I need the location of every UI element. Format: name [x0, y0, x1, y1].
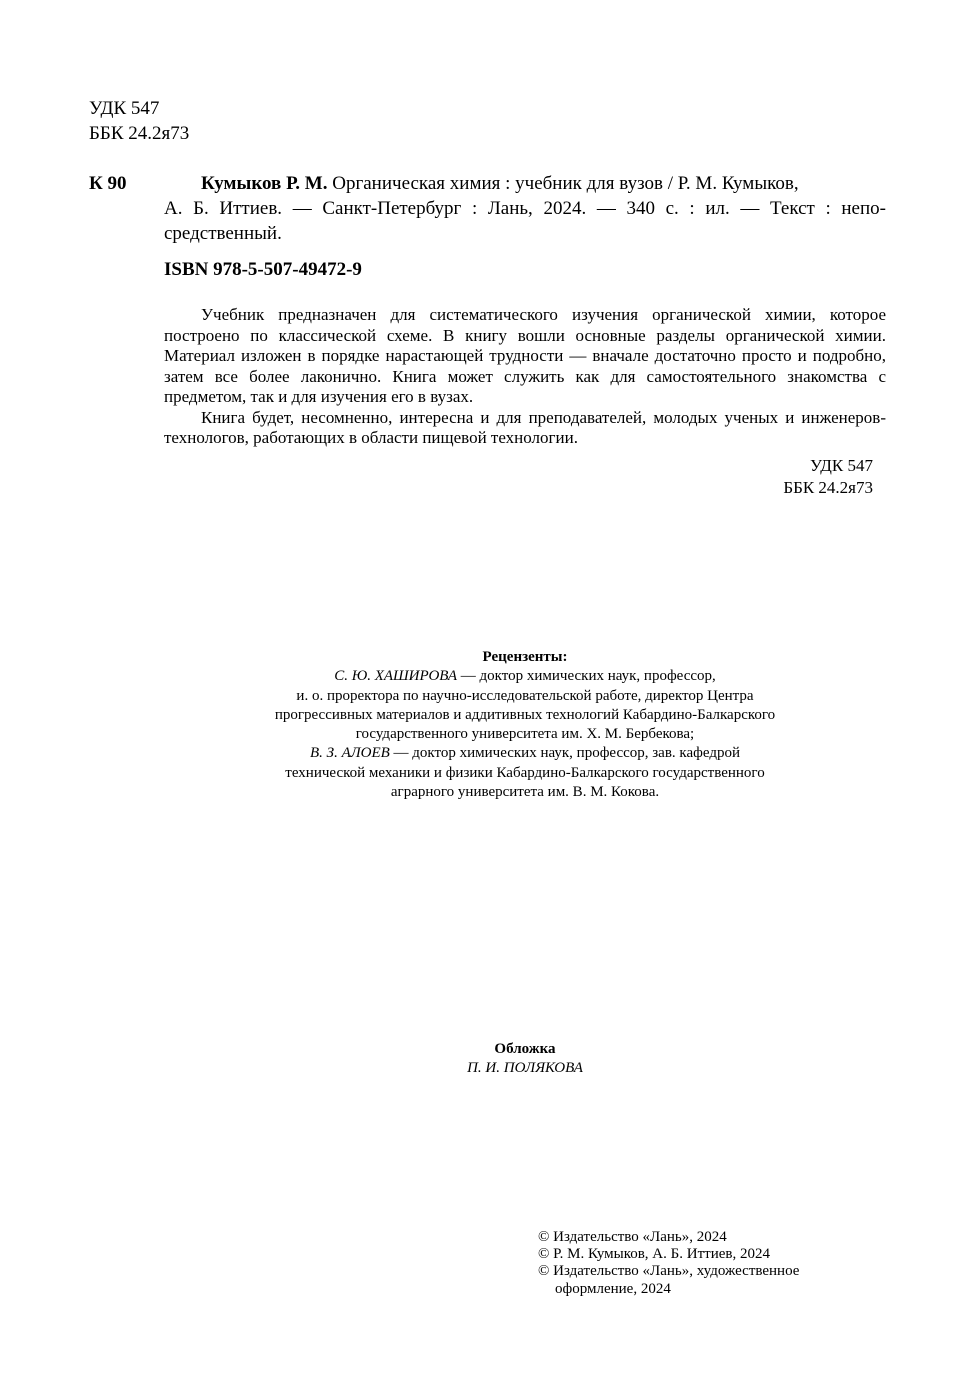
udk-code-repeat: УДК 547: [809, 456, 873, 475]
reviewers-block: [200, 648, 850, 802]
reviewer-2-credentials: — доктор химических наук, профессор, зав. кафедрой: [389, 745, 740, 762]
bbk-code-repeat: ББК 24.2я73: [783, 477, 873, 497]
reviewer-2-line-1: [200, 744, 850, 763]
copyright-line-1: © Издательство «Лань», 2024: [538, 1229, 727, 1245]
cover-credit: [375, 1040, 675, 1079]
reviewer-1-name: С. Ю. ХАШИРОВА: [334, 668, 458, 685]
classification-codes: [89, 96, 189, 146]
bbk-code: ББК 24.2я73: [89, 123, 190, 144]
annotation-paragraph-2: Книга будет, несомненно, интересна и для преподавателей, молодых ученых и инженеров-технологов, работающих в области пищевой технологии.: [164, 407, 886, 447]
reviewer-2-line-2: технической механики и физики Кабардино-Балкарского государственного: [285, 764, 765, 781]
reviewer-1-line-3: прогрессивных материалов и аддитивных технологий Кабардино-Балкарского: [274, 706, 776, 723]
cover-heading: Обложка: [494, 1041, 556, 1057]
biblio-title: Органическая химия : учебник для вузов / Р. М. Кумыков,: [327, 173, 799, 194]
reviewer-1-line-2: и. о. проректора по научно-исследовательской работе, директор Центра: [296, 687, 754, 704]
biblio-line-3: средственный.: [164, 223, 282, 244]
reviewer-2-name: В. З. АЛОЕВ: [310, 745, 390, 762]
annotation: [164, 305, 886, 449]
isbn: ISBN 978-5-507-49472-9: [164, 259, 362, 280]
reviewer-1-line-1: [200, 667, 850, 686]
copyright-line-3: © Издательство «Лань», художественное: [538, 1263, 800, 1280]
bibliographic-record: [164, 171, 886, 246]
reviewers-heading: Рецензенты:: [482, 649, 568, 665]
reviewer-1-line-4: государственного университета им. Х. М. Бербекова;: [355, 726, 695, 743]
copyright-line-2: © Р. М. Кумыков, А. Б. Иттиев, 2024: [538, 1246, 770, 1263]
classification-codes-repeat: [740, 455, 873, 498]
udk-code: УДК 547: [89, 98, 160, 119]
copyright-block: [538, 1229, 799, 1298]
author-name: Кумыков Р. М.: [201, 173, 328, 194]
biblio-line-1: [164, 171, 886, 196]
reviewer-2-line-3: аграрного университета им. В. М. Кокова.: [390, 784, 660, 801]
annotation-paragraph-1: Учебник предназначен для систематического изучения органической химии, которое построено по классической схеме. В книгу вошли основные разделы органической химии. Материал изложен в порядке нарастающей трудности — вначале достаточно просто и подробно, затем все более лаконично. Книга может служить как для самостоятельного знакомства с предметом, так и для изучения его в вузах.: [164, 305, 886, 406]
reviewer-1-credentials: — доктор химических наук, профессор,: [457, 668, 716, 685]
cover-designer: П. И. ПОЛЯКОВА: [467, 1060, 583, 1077]
copyright-line-4: оформление, 2024: [555, 1280, 671, 1297]
biblio-line-2: А. Б. Иттиев. — Санкт-Петербург : Лань, 2024. — 340 с. : ил. — Текст : непо-: [164, 198, 886, 219]
author-mark: К 90: [89, 173, 127, 194]
